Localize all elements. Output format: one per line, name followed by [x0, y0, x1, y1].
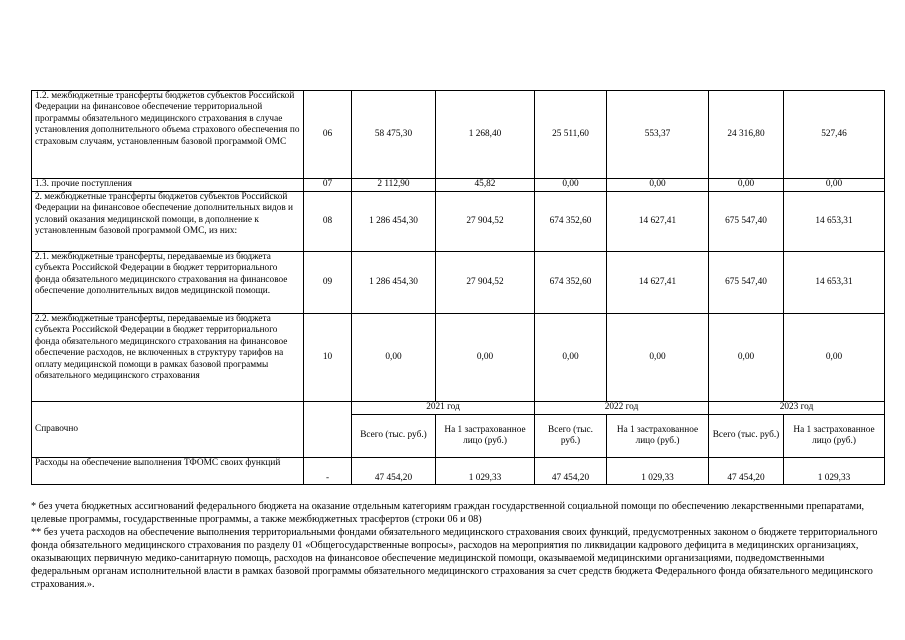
- row-2023-per: 14 653,31: [784, 192, 885, 252]
- row-label: 2.1. межбюджетные трансферты, передаваемые из бюджета субъекта Российской Федерации в бюджет территориального фонда обязательного медицинского страхования на финансовое обеспечение дополнительных видов медицинской помощи.: [32, 252, 304, 314]
- reference-row: [32, 458, 885, 485]
- year-2021-header: 2021 год: [352, 402, 535, 415]
- reference-row-label: Расходы на обеспечение выполнения ТФОМС своих функций: [32, 458, 304, 485]
- row-2022-per: 14 627,41: [607, 192, 709, 252]
- row-2022-total: 0,00: [535, 314, 607, 402]
- row-label: 2.2. межбюджетные трансферты, передаваемые из бюджета субъекта Российской Федерации в бюджет территориального фонда обязательного медицинского страхования на финансовое обеспечение расходов, не включенных в структуру тарифов на оплату медицинской помощи в рамках базовой программы обязательного медицинского страхования: [32, 314, 304, 402]
- row-2022-per: 0,00: [607, 179, 709, 192]
- reference-2021-total: 47 454,20: [352, 458, 436, 485]
- row-2023-total: 675 547,40: [709, 252, 784, 314]
- table-row: [32, 252, 885, 314]
- row-2023-total: 675 547,40: [709, 192, 784, 252]
- reference-2023-total: 47 454,20: [709, 458, 784, 485]
- footnote-1: * без учета бюджетных ассигнований федерального бюджета на оказание отдельным категориям граждан государственной социальной помощи по обеспечению лекарственными препаратами, целевые программы, государственные программы, а также межбюджетных трасфертов (строки 06 и 08): [31, 501, 865, 525]
- row-2023-total: 0,00: [709, 314, 784, 402]
- table-row: [32, 91, 885, 179]
- budget-table: [31, 90, 885, 485]
- row-2022-per: 553,37: [607, 91, 709, 179]
- row-2023-per: 0,00: [784, 179, 885, 192]
- row-2023-total: 24 316,80: [709, 91, 784, 179]
- footnotes: [31, 500, 881, 591]
- col-per-2021: На 1 застрахованное лицо (руб.): [436, 415, 535, 458]
- row-2022-total: 674 352,60: [535, 252, 607, 314]
- reference-2022-per: 1 029,33: [607, 458, 709, 485]
- col-total-2022: Всего (тыс. руб.): [535, 415, 607, 458]
- row-2022-total: 0,00: [535, 179, 607, 192]
- row-2021-total: 58 475,30: [352, 91, 436, 179]
- year-2022-header: 2022 год: [535, 402, 709, 415]
- row-label: 1.2. межбюджетные трансферты бюджетов субъектов Российской Федерации на финансовое обеспечение территориальной программы обязательного медицинского страхования в случае установления дополнительного объема страхового обеспечения по страховым случаям, установленным базовой программой ОМС: [32, 91, 304, 179]
- year-2023-header: 2023 год: [709, 402, 885, 415]
- row-2021-per: 0,00: [436, 314, 535, 402]
- row-2021-per: 45,82: [436, 179, 535, 192]
- row-code: 08: [304, 192, 352, 252]
- reference-year-header-row: [32, 402, 885, 415]
- row-2021-per: 27 904,52: [436, 192, 535, 252]
- col-total-2023: Всего (тыс. руб.): [709, 415, 784, 458]
- row-2021-total: 2 112,90: [352, 179, 436, 192]
- row-2023-total: 0,00: [709, 179, 784, 192]
- reference-label: Справочно: [32, 402, 304, 458]
- row-2021-total: 1 286 454,30: [352, 252, 436, 314]
- reference-code-header: [304, 402, 352, 458]
- reference-row-code: -: [304, 458, 352, 485]
- row-2022-total: 674 352,60: [535, 192, 607, 252]
- row-2023-per: 14 653,31: [784, 252, 885, 314]
- row-code: 10: [304, 314, 352, 402]
- row-2021-per: 27 904,52: [436, 252, 535, 314]
- row-2023-per: 0,00: [784, 314, 885, 402]
- table-row: [32, 192, 885, 252]
- row-2022-per: 0,00: [607, 314, 709, 402]
- row-code: 07: [304, 179, 352, 192]
- col-per-2022: На 1 застрахованное лицо (руб.): [607, 415, 709, 458]
- row-code: 06: [304, 91, 352, 179]
- table-row: [32, 314, 885, 402]
- table-row: [32, 179, 885, 192]
- row-2021-total: 0,00: [352, 314, 436, 402]
- row-2023-per: 527,46: [784, 91, 885, 179]
- row-label: 2. межбюджетные трансферты бюджетов субъектов Российской Федерации на финансовое обеспечение дополнительных видов и условий оказания медицинской помощи, в дополнение к установленным базовой программой ОМС, из них:: [32, 192, 304, 252]
- row-2021-total: 1 286 454,30: [352, 192, 436, 252]
- reference-2023-per: 1 029,33: [784, 458, 885, 485]
- reference-2022-total: 47 454,20: [535, 458, 607, 485]
- row-label: 1.3. прочие поступления: [32, 179, 304, 192]
- row-2022-total: 25 511,60: [535, 91, 607, 179]
- col-per-2023: На 1 застрахованное лицо (руб.): [784, 415, 885, 458]
- col-total-2021: Всего (тыс. руб.): [352, 415, 436, 458]
- reference-2021-per: 1 029,33: [436, 458, 535, 485]
- row-2021-per: 1 268,40: [436, 91, 535, 179]
- row-code: 09: [304, 252, 352, 314]
- footnote-2: ** без учета расходов на обеспечение выполнения территориальными фондами обязательного медицинского страхования своих функций, предусмотренных законом о бюджете территориального фонда обязательного медицинского страхования по разделу 01 «Общегосударственные вопросы», расходов на мероприятия по ликвидации кадрового дефицита в медицинских организациях, оказывающих первичную медико-санитарную помощь, расходов на финансовое обеспечение медицинской помощи, оказываемой медицинскими организациями, подведомственными федеральным органам исполнительной власти в рамках базовой программы обязательного медицинского страхования за счет средств бюджета Федерального фонда обязательного медицинского страхования.».: [31, 527, 878, 590]
- row-2022-per: 14 627,41: [607, 252, 709, 314]
